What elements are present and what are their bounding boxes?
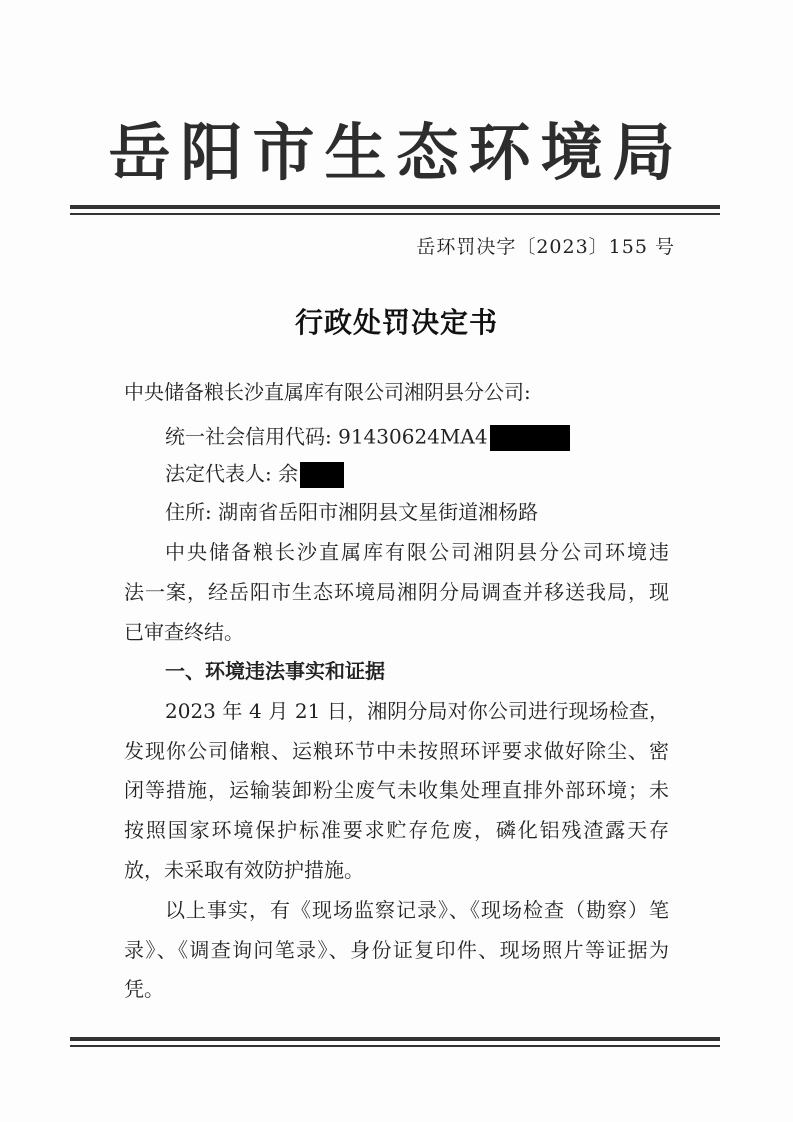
- document-number: 岳环罚决字〔2023〕155 号: [416, 236, 675, 258]
- paragraph-line: 法一案，经岳阳市生态环境局湘阴分局调查并移送我局，现: [124, 580, 669, 604]
- paragraph-line: 中央储备粮长沙直属库有限公司湘阴县分公司环境违: [165, 540, 669, 564]
- paragraph-line: 放，未采取有效防护措施。: [124, 858, 364, 882]
- paragraph-line: 录》、《调查询问笔录》、身份证复印件、现场照片等证据为: [124, 938, 669, 962]
- legal-rep-line: [165, 462, 344, 488]
- credit-code-text: 统一社会信用代码: 91430624MA4: [165, 424, 488, 449]
- credit-code-line: [165, 425, 570, 451]
- header-rule-thin: [70, 213, 720, 215]
- redaction-box: [300, 462, 344, 488]
- footer-rule-thin: [70, 1045, 720, 1047]
- agency-title: 岳阳市生态环境局: [108, 116, 685, 189]
- paragraph-line: 已审查终结。: [124, 620, 244, 644]
- addressee: 中央储备粮长沙直属库有限公司湘阴县分公司:: [124, 380, 531, 404]
- paragraph-line: 按照国家环境保护标准要求贮存危废，磷化铝残渣露天存: [124, 818, 669, 842]
- address-line: 住所: 湖南省岳阳市湘阴县文星街道湘杨路: [165, 500, 539, 524]
- paragraph-line: 2023 年 4 月 21 日，湘阴分局对你公司进行现场检查，: [165, 699, 669, 723]
- paragraph-line: 凭。: [124, 977, 164, 1001]
- paragraph-line: 闭等措施，运输装卸粉尘废气未收集处理直排外部环境；未: [124, 778, 669, 802]
- section-heading: 一、环境违法事实和证据: [165, 659, 385, 683]
- document-heading: 行政处罚决定书: [294, 306, 498, 339]
- header-rule-thick: [70, 205, 720, 209]
- paragraph-line: 以上事实，有《现场监察记录》、《现场检查（勘察）笔: [165, 898, 669, 922]
- footer-rule-thick: [70, 1037, 720, 1041]
- legal-rep-text: 法定代表人: 余: [165, 461, 299, 486]
- paragraph-line: 发现你公司储粮、运粮环节中未按照环评要求做好除尘、密: [124, 739, 669, 763]
- redaction-box: [490, 425, 570, 451]
